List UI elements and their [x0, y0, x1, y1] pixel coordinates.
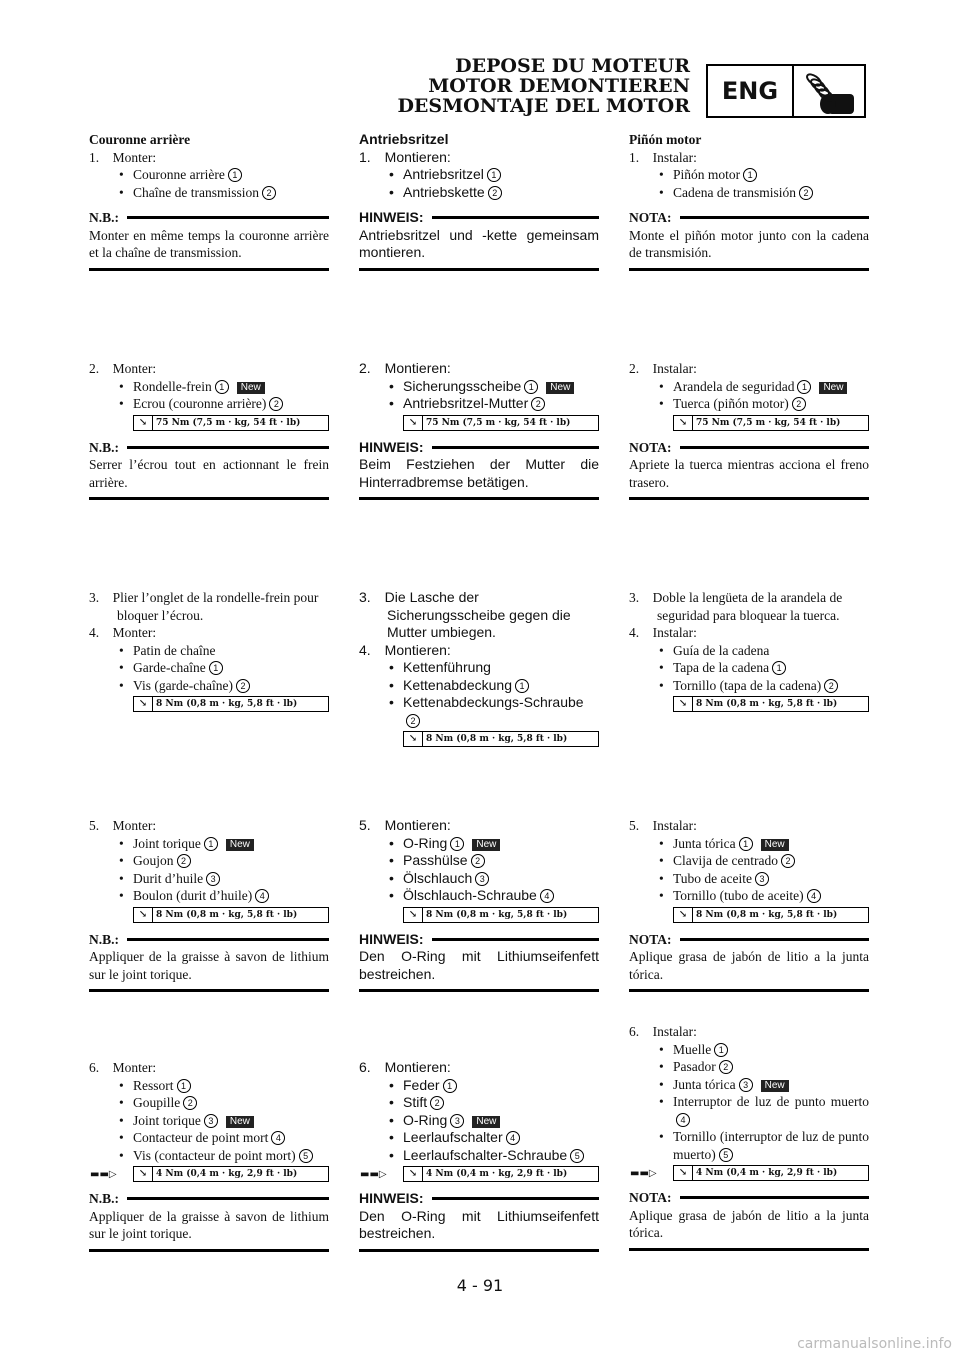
list-item: • Arandela de seguridad 1 New: [629, 378, 869, 396]
list-item: • Kettenabdeckung 1: [359, 677, 599, 695]
step-1: 1. Instalar:: [629, 149, 697, 165]
step-3: 3. Doble la lengüeta de la arandela de seguridad para bloquear la tuerca.: [629, 590, 843, 623]
ref-1: 1: [228, 168, 242, 182]
list-item: • O-Ring 1 New: [359, 835, 599, 853]
step-4: 4. Montieren:: [359, 641, 451, 658]
wrench-icon: ↘: [674, 1166, 693, 1180]
note-text: Monte el piñón motor junto con la cadena de transmisión.: [629, 227, 869, 260]
step-6: 6. Monter:: [89, 1060, 157, 1075]
step-5: 5. Instalar:: [629, 818, 697, 833]
step-1: 1. Montieren:: [359, 148, 451, 165]
step-2: 2. Monter:: [89, 361, 157, 376]
note-text: Appliquer de la graisse à savon de lithium sur le joint torique.: [89, 1208, 329, 1241]
list-item: • Feder 1: [359, 1077, 599, 1095]
wrench-icon: ↘: [404, 908, 423, 922]
list-item: • Leerlaufschalter-Schraube 5: [359, 1147, 599, 1165]
note-text: Den O-Ring mit Lithiumseifenfett bestreichen.: [359, 948, 599, 982]
list-item: • Ecrou (couronne arrière) 2: [89, 395, 329, 413]
list-item: • Guía de la cadena: [629, 642, 869, 660]
wrench-icon: ↘: [134, 1167, 153, 1181]
list-item: • Passhülse 2: [359, 852, 599, 870]
wrench-icon: ↘: [674, 908, 693, 922]
new-badge: New: [819, 382, 847, 394]
wrench-icon: ↘: [404, 732, 423, 746]
new-badge: New: [226, 839, 254, 851]
title-fr: DEPOSE DU MOTEUR: [455, 55, 690, 77]
step-1: 1. Monter:: [89, 149, 157, 165]
note-heading: NOTA:: [629, 931, 869, 949]
new-badge: New: [226, 1116, 254, 1128]
note-heading: HINWEIS:: [359, 209, 599, 227]
note-text: Aplique grasa de jabón de litio a la junta tórica.: [629, 949, 869, 982]
list-item: • Clavija de centrado 2: [629, 852, 869, 870]
list-item: • Kettenabdeckungs-Schraube 2: [359, 694, 599, 729]
new-badge: New: [546, 382, 574, 394]
grease-icon: ▬▬▷: [630, 1168, 657, 1179]
torque-spec: ↘ 75 Nm (7,5 m · kg, 54 ft · lb): [133, 415, 329, 431]
note-text: Appliquer de la graisse à savon de lithium sur le joint torique.: [89, 949, 329, 982]
wrench-icon: ↘: [674, 416, 693, 430]
section-heading: Antriebsritzel: [359, 131, 449, 147]
note-heading: N.B.:: [89, 209, 329, 227]
list-item: • Leerlaufschalter 4: [359, 1129, 599, 1147]
note-heading: N.B.:: [89, 439, 329, 457]
list-item: • Interruptor de luz de punto muerto4: [629, 1093, 869, 1128]
list-item: • Garde-chaîne 1: [89, 659, 329, 677]
step-5: 5. Montieren:: [359, 817, 451, 833]
new-badge: New: [761, 1080, 789, 1092]
note-text: Monter en même temps la couronne arrière et la chaîne de transmission.: [89, 227, 329, 260]
wrench-icon: ↘: [674, 697, 693, 711]
list-item: • Pasador 2: [629, 1058, 869, 1076]
torque-spec: ↘ 8 Nm (0,8 m · kg, 5,8 ft · lb): [403, 907, 599, 923]
note-text: Apriete la tuerca mientras acciona el freno trasero.: [629, 457, 869, 490]
list-item: • Contacteur de point mort 4: [89, 1129, 329, 1147]
list-item: • Kettenführung: [359, 659, 599, 677]
note-text: Serrer l’écrou tout en actionnant le frein arrière.: [89, 457, 329, 490]
grease-icon: ▬▬▷: [90, 1169, 117, 1180]
list-item: • Tubo de aceite 3: [629, 870, 869, 888]
step-2: 2. Instalar:: [629, 361, 697, 376]
note-text: Antriebsritzel und -kette gemeinsam montieren.: [359, 226, 599, 260]
list-item: • Junta tórica 3 New: [629, 1076, 869, 1094]
watermark: carmanualsonline.info: [797, 1336, 952, 1352]
list-item: • Boulon (durit d’huile) 4: [89, 887, 329, 905]
torque-spec: ▬▬▷ ↘ 4 Nm (0,4 m · kg, 2,9 ft · lb): [673, 1165, 869, 1181]
torque-spec: ↘ 8 Nm (0,8 m · kg, 5,8 ft · lb): [403, 731, 599, 747]
step-6: 6. Instalar:: [629, 1024, 697, 1039]
list-item: • Rondelle-frein 1 New: [89, 378, 329, 396]
title-es: DESMONTAJE DEL MOTOR: [397, 95, 690, 117]
list-item: • O-Ring 3 New: [359, 1112, 599, 1130]
torque-spec: ▬▬▷ ↘ 4 Nm (0,4 m · kg, 2,9 ft · lb): [403, 1166, 599, 1182]
torque-spec: ↘ 8 Nm (0,8 m · kg, 5,8 ft · lb): [673, 907, 869, 923]
step-4: 4. Monter:: [89, 625, 157, 640]
step-5: 5. Monter:: [89, 818, 157, 833]
list-item: • Piñón motor 1: [629, 166, 869, 184]
list-item: • Sicherungsscheibe 1 New: [359, 378, 599, 396]
page-number: 4 - 91: [456, 1276, 504, 1295]
list-item: • Tornillo (tapa de la cadena) 2: [629, 677, 869, 695]
list-item: • Cadena de transmisión 2: [629, 184, 869, 202]
eng-label: ENG: [708, 66, 794, 116]
section-heading: Couronne arrière: [89, 132, 191, 147]
step-3: 3. Plier l’onglet de la rondelle-frein pour bloquer l’écrou.: [89, 590, 319, 623]
step-3: 3. Die Lasche der Sicherungsscheibe gegen die Mutter umbiegen.: [359, 589, 571, 640]
step-2: 2. Montieren:: [359, 360, 451, 376]
list-item: • Joint torique 3 New: [89, 1112, 329, 1130]
list-item: • Antriebskette 2: [359, 184, 599, 202]
note-text: Den O-Ring mit Lithiumseifenfett bestreichen.: [359, 1207, 599, 1241]
list-item: • Durit d’huile 3: [89, 870, 329, 888]
grease-icon: ▬▬▷: [360, 1169, 387, 1180]
list-item: • Antriebsritzel 1: [359, 166, 599, 184]
step-6: 6. Montieren:: [359, 1059, 451, 1075]
wrench-icon: ↘: [134, 697, 153, 711]
list-item: • Tornillo (interruptor de luz de punto muerto) 5: [629, 1128, 869, 1163]
note-heading: N.B.:: [89, 931, 329, 949]
note-heading: NOTA:: [629, 439, 869, 457]
new-badge: New: [237, 382, 265, 394]
new-badge: New: [761, 839, 789, 851]
list-item: • Antriebsritzel-Mutter 2: [359, 395, 599, 413]
new-badge: New: [472, 839, 500, 851]
wrench-icon: ↘: [134, 416, 153, 430]
wrench-icon: ↘: [404, 416, 423, 430]
new-badge: New: [472, 1116, 500, 1128]
torque-spec: ↘ 8 Nm (0,8 m · kg, 5,8 ft · lb): [133, 696, 329, 712]
note-text: Beim Festziehen der Mutter die Hinterradbremse betätigen.: [359, 456, 599, 490]
torque-spec: ↘ 8 Nm (0,8 m · kg, 5,8 ft · lb): [133, 907, 329, 923]
note-heading: N.B.:: [89, 1190, 329, 1208]
list-item: • Ressort 1: [89, 1077, 329, 1095]
list-item: • Goupille 2: [89, 1094, 329, 1112]
note-heading: NOTA:: [629, 209, 869, 227]
list-item: • Patin de chaîne: [89, 642, 329, 660]
list-item: • Vis (garde-chaîne) 2: [89, 677, 329, 695]
torque-spec: ↘ 75 Nm (7,5 m · kg, 54 ft · lb): [673, 415, 869, 431]
list-item: • Tornillo (tubo de aceite) 4: [629, 887, 869, 905]
wrench-icon: ↘: [404, 1167, 423, 1181]
list-item: • Muelle 1: [629, 1041, 869, 1059]
list-item: • Stift 2: [359, 1094, 599, 1112]
engine-icon: [796, 68, 862, 118]
list-item: • Tapa de la cadena 1: [629, 659, 869, 677]
list-item: • Ölschlauch-Schraube 4: [359, 887, 599, 905]
step-4: 4. Instalar:: [629, 625, 697, 640]
list-item: • Junta tórica 1 New: [629, 835, 869, 853]
list-item: • Vis (contacteur de point mort) 5: [89, 1147, 329, 1165]
list-item: • Couronne arrière 1: [89, 166, 329, 184]
note-heading: NOTA:: [629, 1189, 869, 1207]
torque-spec: ▬▬▷ ↘ 4 Nm (0,4 m · kg, 2,9 ft · lb): [133, 1166, 329, 1182]
torque-spec: ↘ 8 Nm (0,8 m · kg, 5,8 ft · lb): [673, 696, 869, 712]
note-heading: HINWEIS:: [359, 931, 599, 949]
list-item: • Ölschlauch 3: [359, 870, 599, 888]
eng-badge: [706, 64, 866, 118]
list-item: • Goujon 2: [89, 852, 329, 870]
note-heading: HINWEIS:: [359, 439, 599, 457]
note-heading: HINWEIS:: [359, 1190, 599, 1208]
note-text: Aplique grasa de jabón de litio a la junta tórica.: [629, 1207, 869, 1240]
title-de: MOTOR DEMONTIEREN: [428, 75, 690, 97]
section-heading: Piñón motor: [629, 132, 702, 147]
list-item: • Tuerca (piñón motor) 2: [629, 395, 869, 413]
ref-2: 2: [262, 186, 276, 200]
list-item: • Joint torique 1 New: [89, 835, 329, 853]
list-item: • Chaîne de transmission 2: [89, 184, 329, 202]
wrench-icon: ↘: [134, 908, 153, 922]
torque-spec: ↘ 75 Nm (7,5 m · kg, 54 ft · lb): [403, 415, 599, 431]
